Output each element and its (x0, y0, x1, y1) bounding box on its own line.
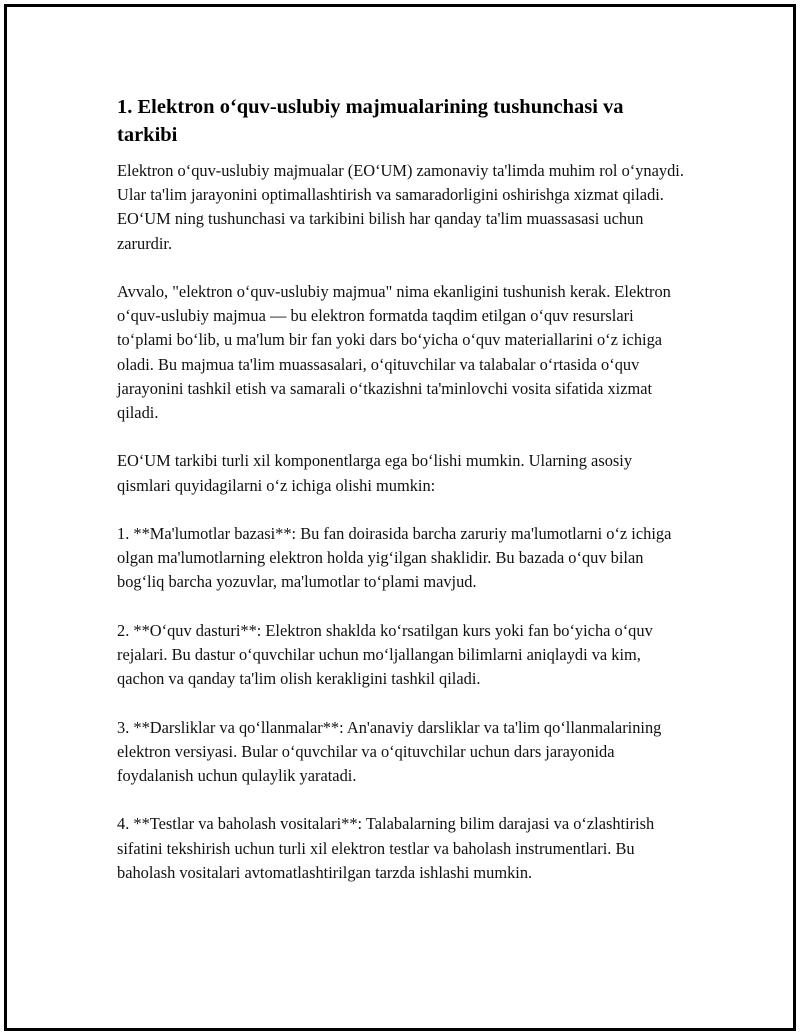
paragraph-definition: Avvalo, "elektron o‘quv-uslubiy majmua" nima ekanligini tushunish kerak. Elektron o‘quv-uslubiy majmua — bu elektron formatda taqdim etilgan o‘quv resurslari to‘plami bo‘lib, u ma'lum bir fan yoki dars bo‘yicha o‘quv materiallarini o‘z ichiga oladi. Bu majmua ta'lim muassasalari, o‘qituvchilar va talabalar o‘rtasida o‘quv jarayonini tashkil etish va samarali o‘tkazishni ta'minlovchi vosita sifatida xizmat qiladi. (117, 282, 671, 423)
list-item-tests: 4. **Testlar va baholash vositalari**: Talabalarning bilim darajasi va o‘zlashtirish sifatini tekshirish uchun turli xil elektron testlar va baholash instrumentlari. Bu baholash vositalari avtomatlashtirilgan tarzda ishlashi mumkin. (117, 814, 655, 882)
paragraph-components-intro: EO‘UM tarkibi turli xil komponentlarga ega bo‘lishi mumkin. Ularning asosiy qismlari quyidagilarni o‘z ichiga olishi mumkin: (117, 451, 633, 495)
list-item-curriculum: 2. **O‘quv dasturi**: Elektron shaklda ko‘rsatilgan kurs yoki fan bo‘yicha o‘quv rejalari. Bu dastur o‘quvchilar uchun mo‘ljallangan bilimlarni aniqlaydi va kim, qachon va qanday ta'lim olish kerakligini tashkil qiladi. (117, 620, 653, 689)
list-item-database: 1. **Ma'lumotlar bazasi**: Bu fan doirasida barcha zaruriy ma'lumotlarni o‘z ichiga olgan ma'lumotlarning elektron holda yig‘ilgan shaklidir. Bu bazada o‘quv bilan bog‘liq barcha yozuvlar, ma'lumotlar to‘plami mavjud. (117, 524, 672, 592)
document-body (117, 93, 687, 885)
paragraph-intro: Elektron o‘quv-uslubiy majmualar (EO‘UM) zamonaviy ta'limda muhim rol o‘ynaydi. Ular ta'lim jarayonini optimallashtirish va samaradorligini oshirishga xizmat qiladi. EO‘UM ning tushunchasi va tarkibini bilish har qanday ta'lim muassasasi uchun zarurdir. (117, 161, 684, 253)
section-title: 1. Elektron o‘quv-uslubiy majmualarining tushunchasi va tarkibi (117, 96, 624, 146)
list-item-textbooks: 3. **Darsliklar va qo‘llanmalar**: An'anaviy darsliklar va ta'lim qo‘llanmalarining elektron versiyasi. Bular o‘quvchilar va o‘qituvchilar uchun dars jarayonida foydalanish uchun qulaylik yaratadi. (117, 717, 662, 785)
